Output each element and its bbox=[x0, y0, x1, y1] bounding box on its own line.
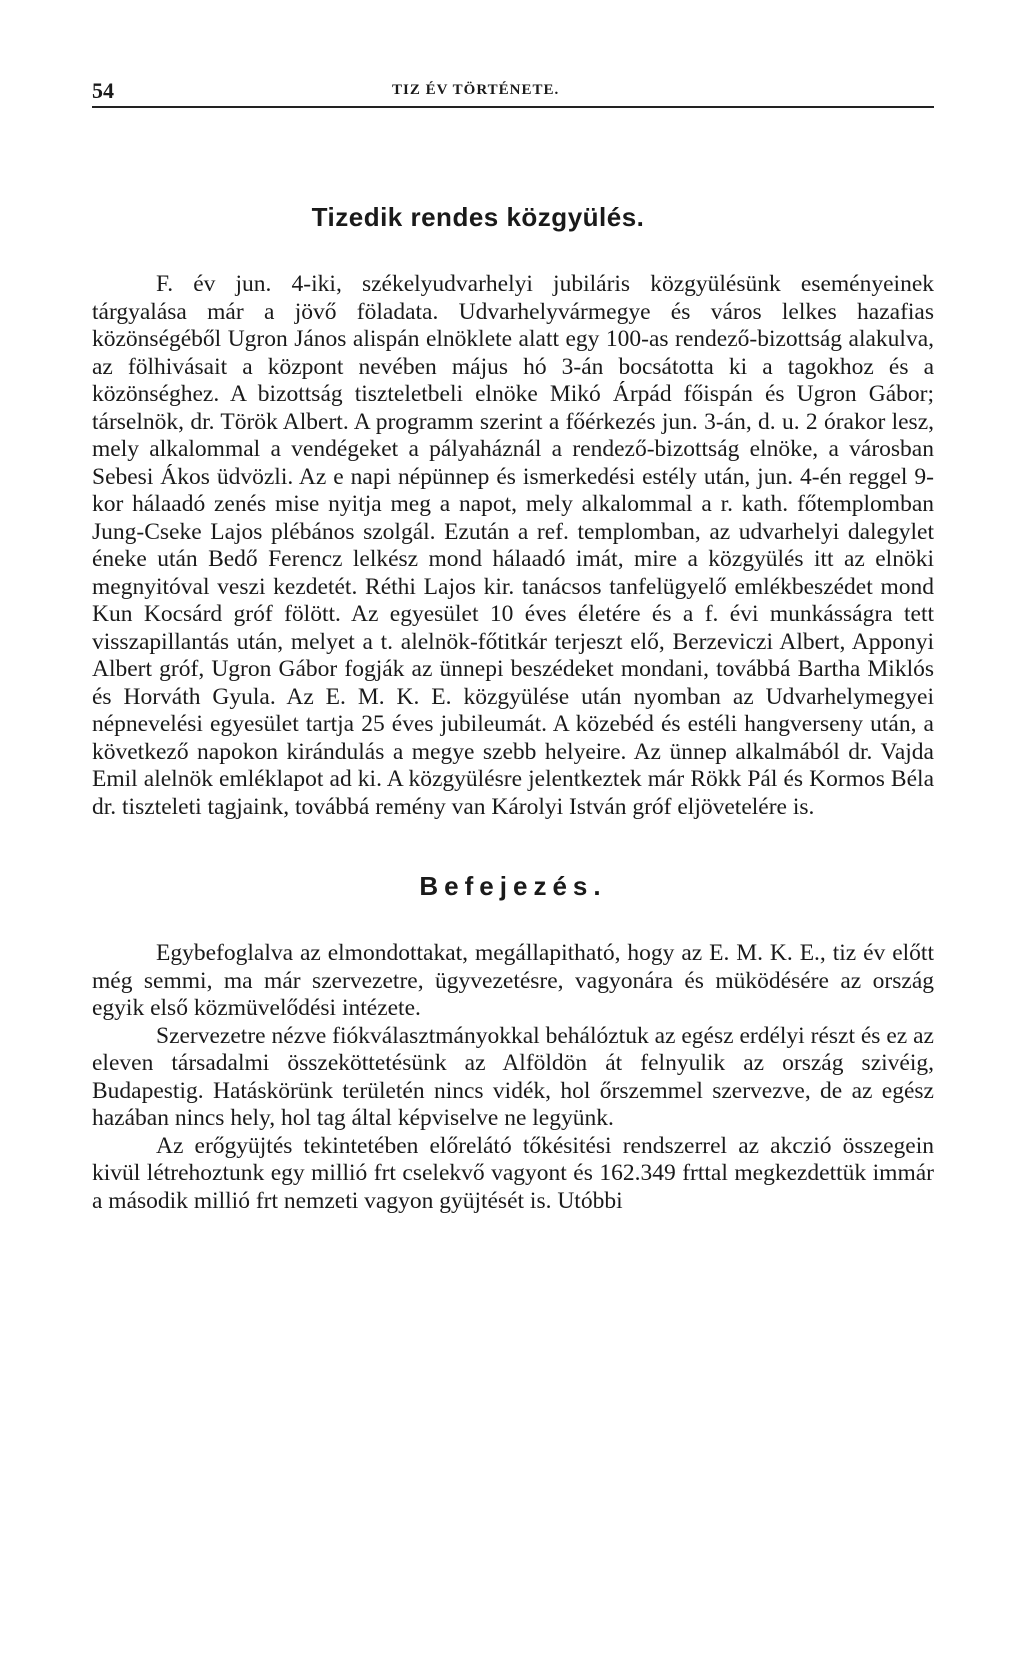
conclusion-paragraph-2: Szervezetre nézve fiókválasztmányokkal behálóztuk az egész erdélyi részt és ez az eleven társadalmi összeköttetésünk az Alföldön át felnyulik az ország szivéig, Budapestig. Hatáskörünk területén nincs vidék, hol őrszemmel szervezve, de az egész hazában nincs hely, hol tag által képviselve ne legyünk. bbox=[92, 1022, 934, 1131]
running-header bbox=[92, 72, 934, 108]
running-title: TIZ ÉV TÖRTÉNETE. bbox=[392, 82, 560, 98]
book-page bbox=[92, 72, 934, 1215]
meeting-paragraph: F. év jun. 4-iki, székelyudvarhelyi jubiláris közgyülésünk eseményeinek tárgyalása már a jövő föladata. Udvarhelyvármegye és város lelkes hazafias közönségéből Ugron János alispán elnöklete alatt egy 100-as rendező-bizottság alakulva, az fölhivásait a központ nevében május hó 3-án bocsátotta ki a tagokhoz és a közönséghez. A bizottság tiszteletbeli elnöke Mikó Árpád főispán és Ugron Gábor; társelnök, dr. Török Albert. A programm szerint a főérkezés jun. 3-án, d. u. 2 órakor lesz, mely alkalommal a vendégeket a pályaháznál a rendező-bizottság elnöke, a városban Sebesi Ákos üdvözli. Az e napi népünnep és ismerkedési estély után, jun. 4-én reggel 9-kor hálaadó zenés mise nyitja meg a napot, mely alkalommal a r. kath. főtemplomban Jung-Cseke Lajos plébános szolgál. Ezután a ref. templomban, az udvarhelyi dalegylet éneke után Bedő Ferencz lelkész mond hálaadó imát, mire a közgyülés itt az elnöki megnyitóval veszi kezdetét. Réthi Lajos kir. tanácsos tanfelügyelő emlékbeszédet mond Kun Kocsárd gróf fölött. Az egyesület 10 éves életére és a f. évi munkásságra tett visszapillantás után, melyet a t. alelnök-főtitkár terjeszt elő, Berzeviczi Albert, Apponyi Albert gróf, Ugron Gábor fogják az ünnepi beszédeket mondani, továbbá Bartha Miklós és Horváth Gyula. Az E. M. K. E. közgyülése után nyomban az Udvarhelymegyei népnevelési egyesület tartja 25 éves jubileumát. A közebéd és estéli hangverseny után, a következő napokon kirándulás a megye szebb helyeire. Az ünnep alkalmából dr. Vajda Emil alelnök emléklapot ad ki. A közgyülésre jelentkeztek már Rökk Pál és Kormos Béla dr. tiszteleti tagjaink, továbbá remény van Károlyi István gróf eljövetelére is. bbox=[92, 271, 934, 820]
conclusion-paragraph-1: Egybefoglalva az elmondottakat, megállapitható, hogy az E. M. K. E., tiz év előtt még semmi, ma már szervezetre, ügyvezetésre, vagyonára és müködésére az ország egyik első közmüvelődési intézete. bbox=[92, 940, 934, 1021]
section-title-conclusion: Befejezés. bbox=[419, 871, 607, 901]
conclusion-paragraph-3: Az erőgyüjtés tekintetében előrelátó tőkésitési rendszerrel az akczió összegein kivül létrehoztunk egy millió frt cselekvő vagyont és 162.349 frttal megkezdettük immár a második millió frt nemzeti vagyon gyüjtését is. Utóbbi bbox=[92, 1132, 934, 1214]
page-number: 54 bbox=[92, 78, 114, 103]
section-title-meeting: Tizedik rendes közgyülés. bbox=[311, 202, 645, 232]
